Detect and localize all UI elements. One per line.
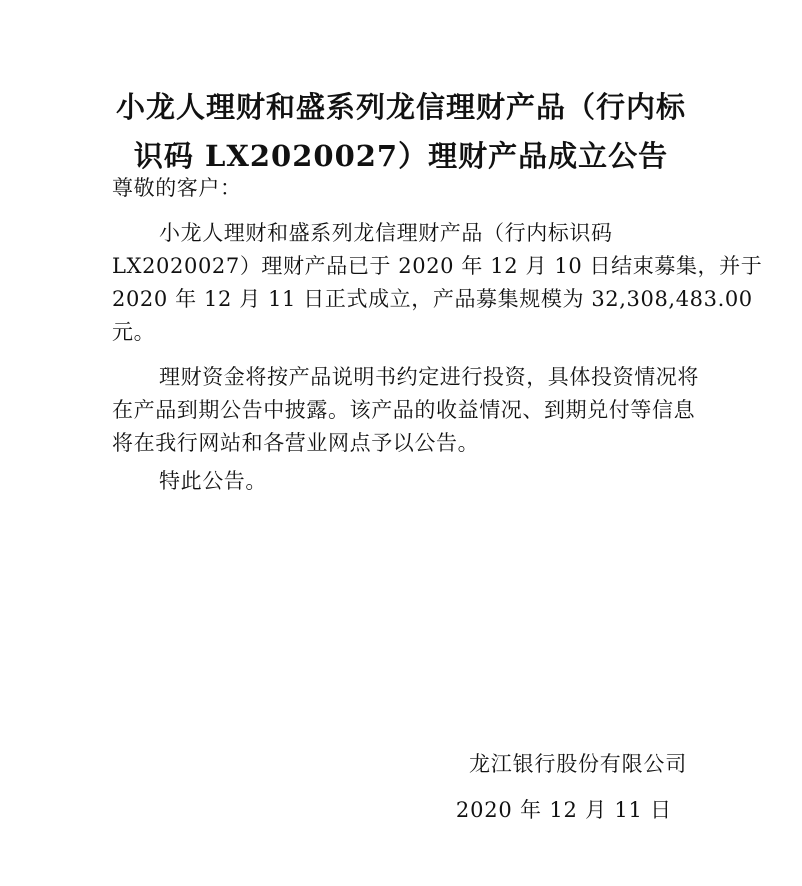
paragraph-line: 在产品到期公告中披露。该产品的收益情况、到期兑付等信息 — [112, 398, 696, 422]
signature-date: 2020 年 12 月 11 日 — [455, 798, 672, 822]
paragraph-investment-disclosure — [112, 361, 699, 460]
paragraph-line: 小龙人理财和盛系列龙信理财产品（行内标识码 — [159, 221, 613, 245]
paragraph-closing — [112, 465, 694, 498]
salutation: 尊敬的客户： — [112, 176, 242, 200]
paragraph-establishment — [112, 217, 763, 349]
paragraph-line: 2020 年 12 月 11 日正式成立，产品募集规模为 32,308,483.00 — [112, 287, 753, 311]
closing-statement: 特此公告。 — [159, 469, 267, 493]
paragraph-line: 理财资金将按产品说明书约定进行投资，具体投资情况将 — [159, 365, 699, 389]
document-body — [112, 172, 763, 498]
paragraph-line: LX2020027）理财产品已于 2020 年 12 月 10 日结束募集，并于 — [112, 254, 763, 278]
document-title-line-1: 小龙人理财和盛系列龙信理财产品（行内标 — [115, 90, 686, 124]
paragraph-line: 元。 — [112, 320, 156, 344]
paragraph-line: 将在我行网站和各营业网点予以公告。 — [112, 431, 480, 455]
document-title — [0, 83, 802, 181]
signature-company-name: 龙江银行股份有限公司 — [469, 752, 687, 776]
document-title-line-2: 识码 LX2020027）理财产品成立公告 — [133, 139, 669, 173]
